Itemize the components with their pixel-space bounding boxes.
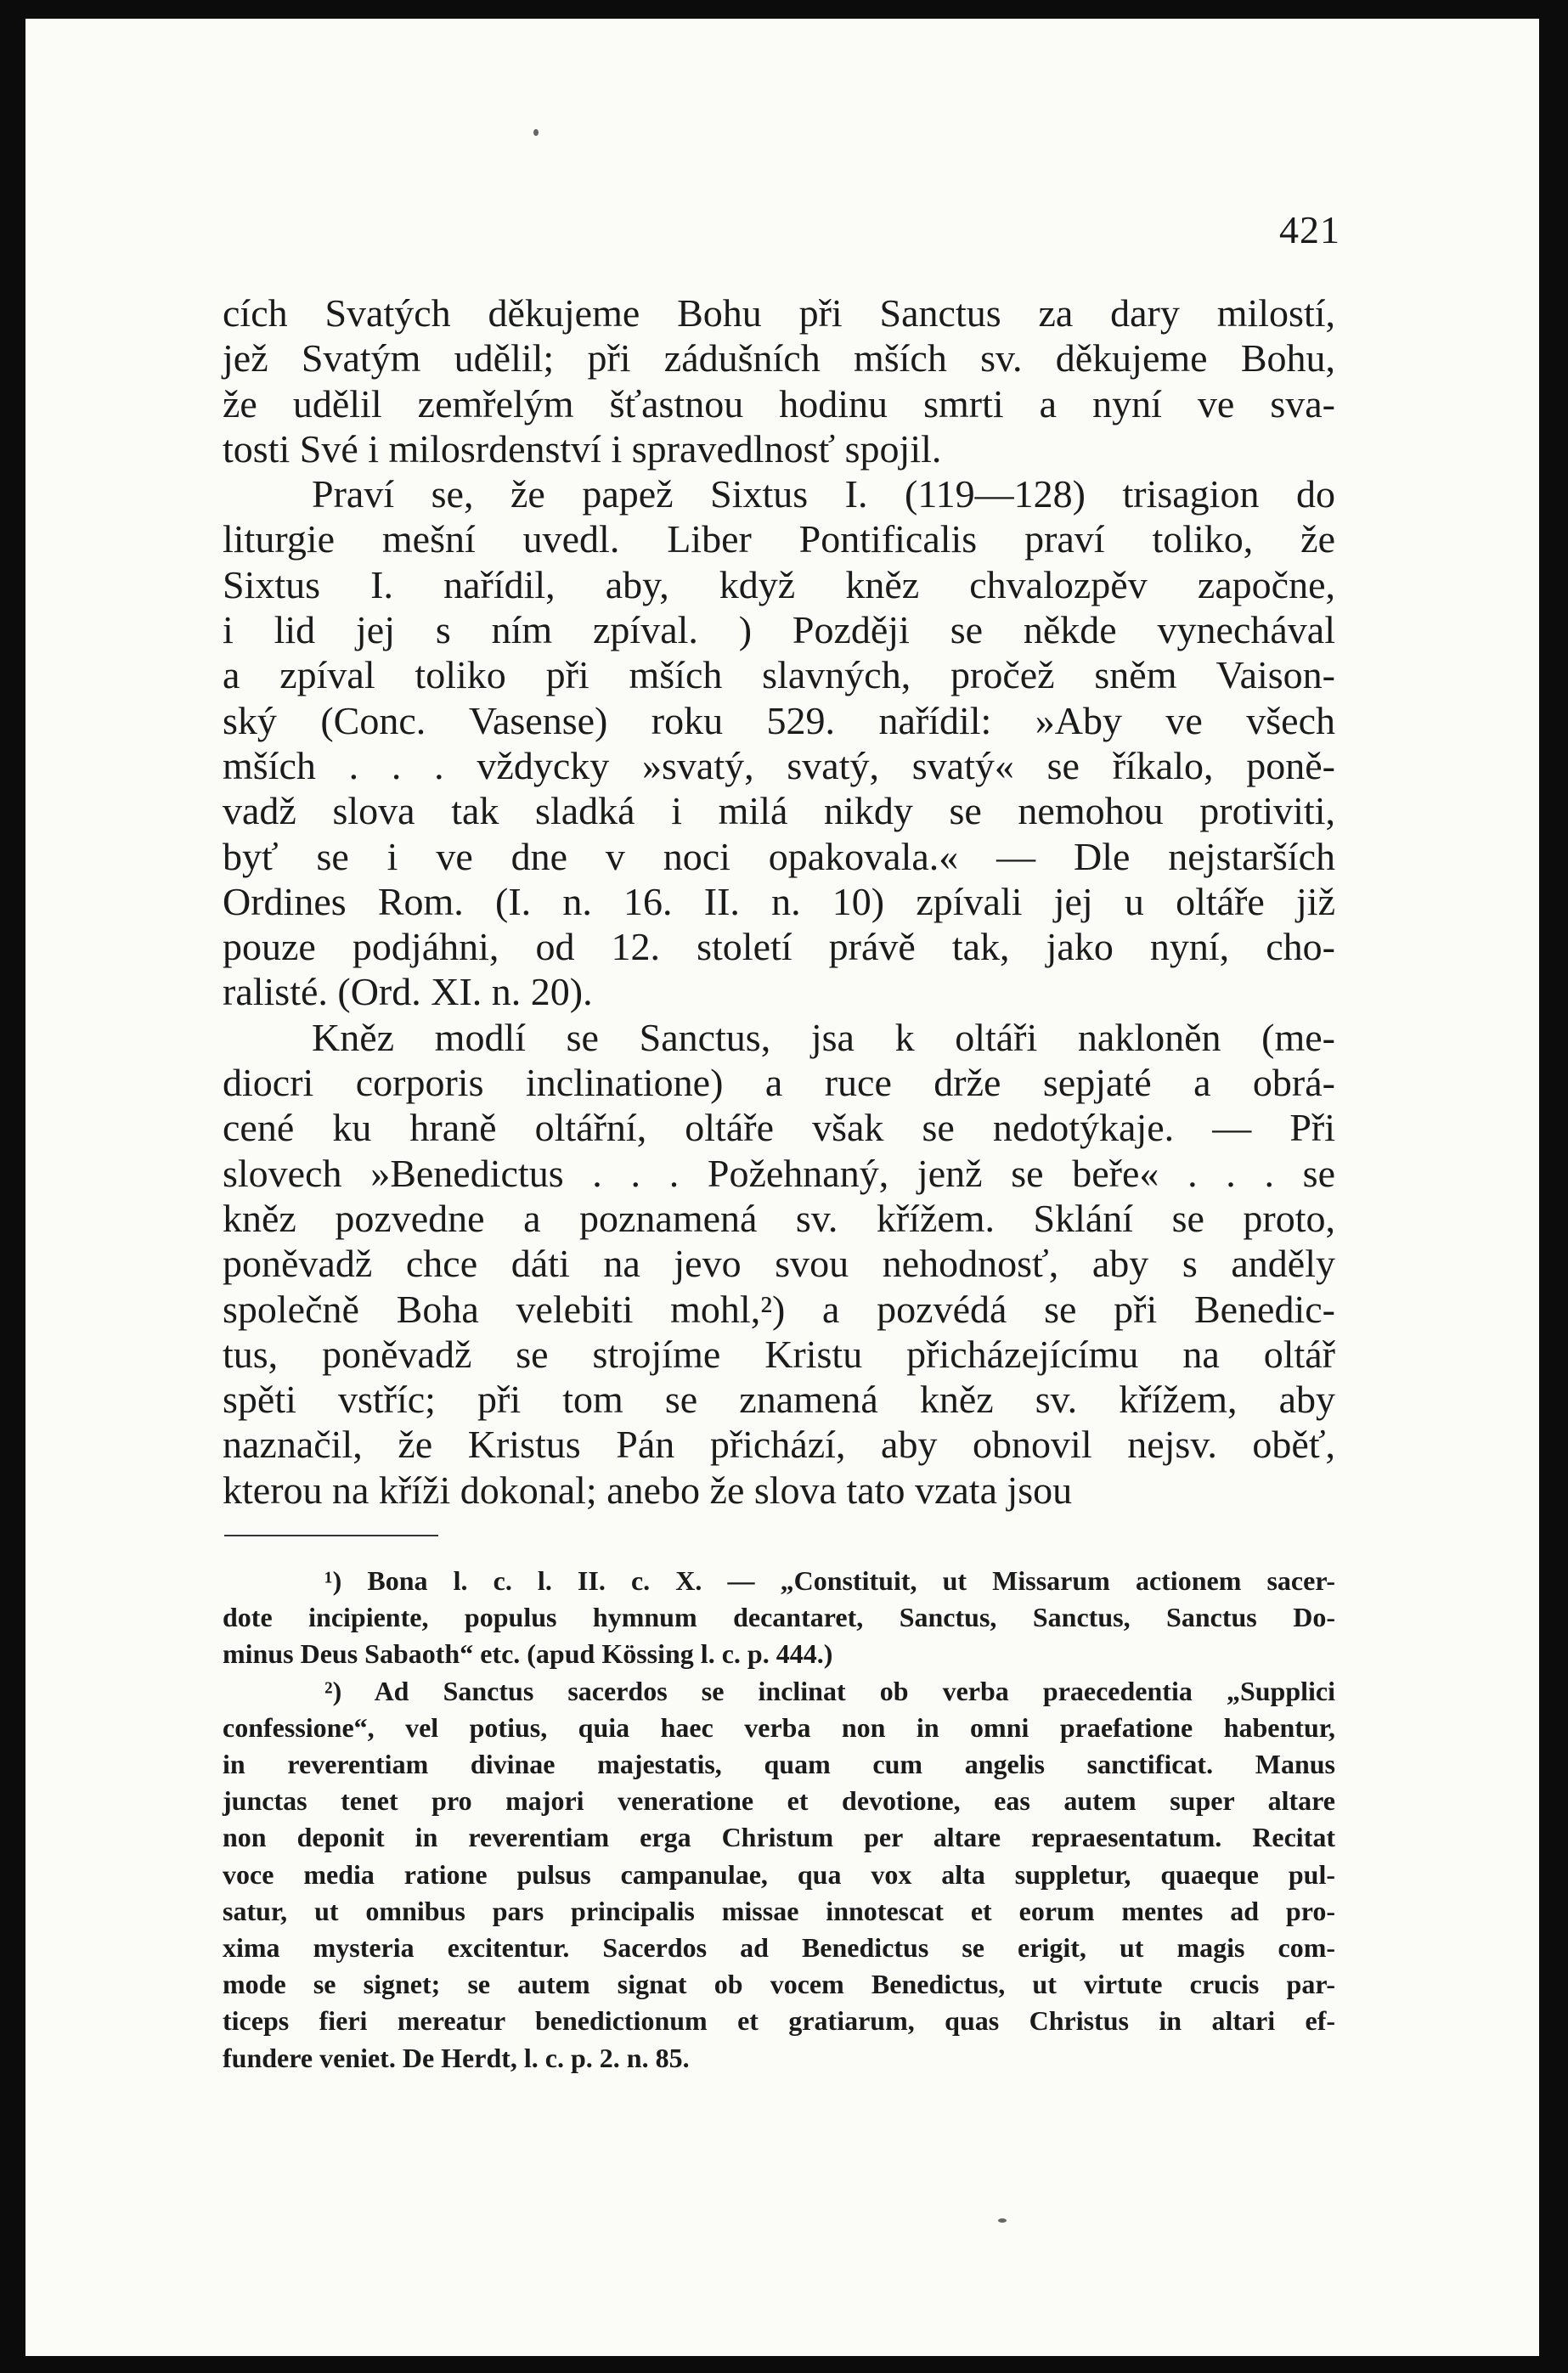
text-line: liturgie mešní uvedl. Liber Pontificalis praví toliko, že (223, 517, 1335, 561)
text-line: Ordines Rom. (I. n. 16. II. n. 10) zpívali jej u oltáře již (223, 879, 1335, 923)
footnote-line: in reverentiam divinae majestatis, quam cum angelis sanctificat. Manus (223, 1749, 1335, 1780)
page-number: 421 (1279, 208, 1340, 251)
footnote-line: ²) Ad Sanctus sacerdos se inclinat ob verba praecedentia „Supplici (324, 1675, 1335, 1706)
text-line: diocri corporis inclinatione) a ruce drže sepjaté a obrá- (223, 1061, 1335, 1105)
main-text (223, 290, 1335, 1513)
text-line: cené ku hraně oltářní, oltáře však se nedotýkaje. — Při (223, 1106, 1335, 1150)
text-line: ralisté. (Ord. XI. n. 20). (223, 970, 593, 1014)
book-page (25, 19, 1539, 2356)
footnote-line: ticeps fieri mereatur benedictionum et gratiarum, quas Christus in altari ef- (223, 2005, 1335, 2037)
text-line: Kněz modlí se Sanctus, jsa k oltáři nakloněn (me- (312, 1015, 1335, 1059)
text-line: Sixtus I. nařídil, aby, když kněz chvalozpěv započne, (223, 562, 1335, 606)
scan-speck (533, 129, 539, 136)
text-line: tus, poněvadž se strojíme Kristu přicházejícímu na oltář (223, 1332, 1335, 1376)
text-line: kněz pozvedne a poznamená sv. křížem. Sklání se proto, (223, 1196, 1335, 1240)
footnotes (223, 1563, 1335, 2077)
text-line: že udělil zemřelým šťastnou hodinu smrti a nyní ve sva- (223, 381, 1335, 426)
scan-speck (998, 2218, 1007, 2223)
footnote-line: mode se signet; se autem signat ob vocem Benedictus, ut virtute crucis par- (223, 1969, 1335, 2000)
footnote-line: minus Deus Sabaoth“ etc. (apud Kössing l. c. p. 444.) (223, 1638, 833, 1670)
text-line: slovech »Benedictus . . . Požehnaný, jenž se beře« . . . se (223, 1151, 1335, 1195)
text-line: spěti vstříc; při tom se znamená kněz sv. křížem, aby (223, 1378, 1335, 1422)
footnote-line: voce media ratione pulsus campanulae, qua vox alta suppletur, quaeque pul- (223, 1858, 1335, 1890)
text-line: poněvadž chce dáti na jevo svou nehodnosť, aby s anděly (223, 1242, 1335, 1286)
text-line: vadž slova tak sladká i milá nikdy se nemohou protiviti, (223, 789, 1335, 833)
text-line: kterou na kříži dokonal; anebo že slova tato vzata jsou (223, 1468, 1073, 1512)
footnote-line: satur, ut omnibus pars principalis missae innotescat et eorum mentes ad pro- (223, 1895, 1335, 1926)
text-line: naznačil, že Kristus Pán přichází, aby obnovil nejsv. oběť, (223, 1423, 1335, 1467)
text-line: a zpíval toliko při mších slavných, pročež sněm Vaison- (223, 653, 1335, 697)
footnote-line: fundere veniet. De Herdt, l. c. p. 2. n. 85. (223, 2042, 690, 2073)
text-line: mších . . . vždycky »svatý, svatý, svatý« se říkalo, poně- (223, 743, 1335, 787)
text-line: i lid jej s ním zpíval. ) Později se někde vynechával (223, 608, 1335, 652)
text-line: společně Boha velebiti mohl,²) a pozvédá se při Benedic- (223, 1287, 1335, 1331)
text-line: jež Svatým udělil; při zádušních mších sv. děkujeme Bohu, (223, 336, 1335, 380)
text-line: cích Svatých děkujeme Bohu při Sanctus za dary milostí, (223, 291, 1335, 335)
footnote-separator (224, 1535, 438, 1536)
text-line: tosti Své i milosrdenství i spravedlnosť spojil. (223, 426, 942, 471)
text-line: Praví se, že papež Sixtus I. (119—128) trisagion do (312, 472, 1335, 516)
text-line: ský (Conc. Vasense) roku 529. nařídil: »Aby ve všech (223, 698, 1335, 742)
footnote-line: ¹) Bona l. c. l. II. c. X. — „Constituit, ut Missarum actionem sacer- (324, 1565, 1335, 1596)
footnote-line: confessione“, vel potius, quia haec verba non in omni praefatione habentur, (223, 1711, 1335, 1743)
footnote-line: junctas tenet pro majori veneratione et devotione, eas autem super altare (223, 1785, 1335, 1817)
footnote-line: dote incipiente, populus hymnum decantaret, Sanctus, Sanctus, Sanctus Do- (223, 1602, 1335, 1633)
text-line: pouze podjáhni, od 12. století právě tak, jako nyní, cho- (223, 925, 1335, 969)
footnote-line: non deponit in reverentiam erga Christum per altare repraesentatum. Recitat (223, 1822, 1335, 1853)
footnote-line: xima mysteria excitentur. Sacerdos ad Benedictus se erigit, ut magis com- (223, 1932, 1335, 1964)
text-line: byť se i ve dne v noci opakovala.« — Dle nejstarších (223, 834, 1335, 878)
